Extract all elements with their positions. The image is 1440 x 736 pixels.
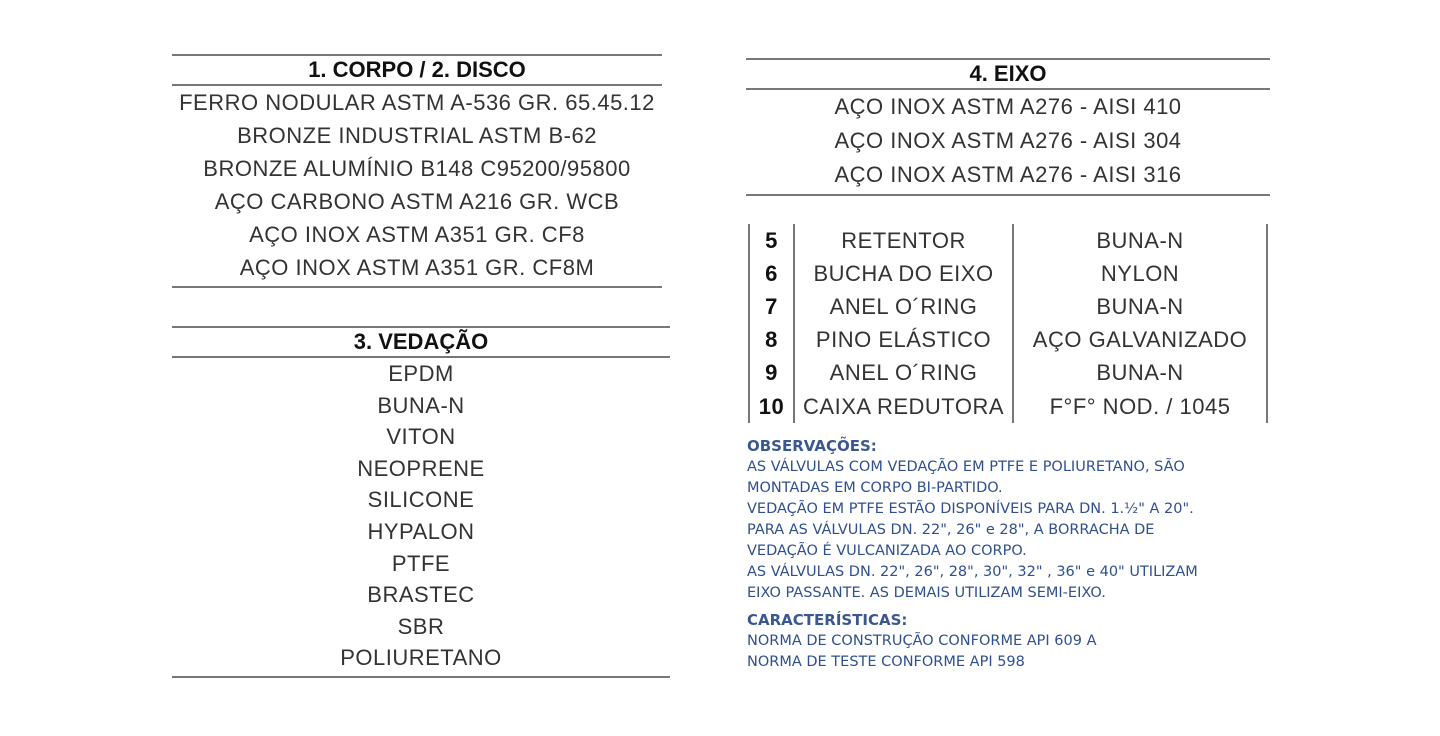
part-name: ANEL O´RING bbox=[794, 290, 1013, 323]
part-name: BUCHA DO EIXO bbox=[794, 257, 1013, 290]
part-name: RETENTOR bbox=[794, 224, 1013, 257]
corpo-disco-title: 1. CORPO / 2. DISCO bbox=[308, 57, 526, 82]
part-name: CAIXA REDUTORA bbox=[794, 390, 1013, 423]
vedacao-list bbox=[172, 358, 670, 674]
table-row bbox=[749, 290, 1267, 323]
part-name: PINO ELÁSTICO bbox=[794, 324, 1013, 357]
part-material: BUNA-N bbox=[1013, 224, 1267, 257]
observacoes-title: OBSERVAÇÕES: bbox=[747, 437, 877, 455]
table-row bbox=[749, 324, 1267, 357]
observacao-line: EIXO PASSANTE. AS DEMAIS UTILIZAM SEMI-EIXO. bbox=[747, 585, 1106, 601]
eixo-title: 4. EIXO bbox=[969, 61, 1047, 86]
eixo-list bbox=[746, 90, 1270, 192]
notes-section bbox=[747, 436, 1347, 673]
list-item: BRASTEC bbox=[367, 582, 475, 608]
corpo-disco-list bbox=[172, 86, 662, 284]
part-material: BUNA-N bbox=[1013, 357, 1267, 390]
part-number: 5 bbox=[749, 224, 794, 257]
vedacao-section bbox=[172, 326, 670, 678]
observacao-line: VEDAÇÃO É VULCANIZADA AO CORPO. bbox=[747, 543, 1027, 559]
list-item: PTFE bbox=[391, 550, 451, 576]
list-item: AÇO INOX ASTM A276 - AISI 316 bbox=[834, 162, 1182, 187]
table-row bbox=[749, 357, 1267, 390]
list-item: AÇO INOX ASTM A351 GR. CF8 bbox=[249, 222, 585, 247]
part-material: F°F° NOD. / 1045 bbox=[1013, 390, 1267, 423]
list-item: EPDM bbox=[388, 361, 454, 386]
table-row bbox=[749, 224, 1267, 257]
observacao-line: AS VÁLVULAS DN. 22", 26", 28", 30", 32" , 36" e 40" UTILIZAM bbox=[747, 564, 1198, 580]
list-item: AÇO INOX ASTM A351 GR. CF8M bbox=[239, 255, 595, 280]
observacao-line: MONTADAS EM CORPO BI-PARTIDO. bbox=[747, 480, 1003, 496]
observacao-line: PARA AS VÁLVULAS DN. 22", 26" e 28", A BORRACHA DE bbox=[747, 522, 1155, 538]
list-item: POLIURETANO bbox=[340, 645, 502, 671]
list-item: NEOPRENE bbox=[357, 455, 485, 481]
part-number: 8 bbox=[749, 324, 794, 357]
bottom-rule bbox=[746, 194, 1270, 196]
caracteristica-line: NORMA DE CONSTRUÇÃO CONFORME API 609 A bbox=[747, 633, 1097, 649]
bottom-rule bbox=[172, 286, 662, 288]
parts-table-section bbox=[748, 224, 1270, 423]
caracteristicas-title: CARACTERÍSTICAS: bbox=[747, 611, 908, 629]
part-name: ANEL O´RING bbox=[794, 357, 1013, 390]
list-item: AÇO INOX ASTM A276 - AISI 304 bbox=[834, 128, 1182, 153]
observacao-line: VEDAÇÃO EM PTFE ESTÃO DISPONÍVEIS PARA DN. 1.½" A 20". bbox=[747, 501, 1194, 517]
vedacao-title: 3. VEDAÇÃO bbox=[353, 329, 489, 354]
part-material: AÇO GALVANIZADO bbox=[1013, 324, 1267, 357]
table-row bbox=[749, 257, 1267, 290]
list-item: BUNA-N bbox=[377, 392, 465, 418]
observacao-line: AS VÁLVULAS COM VEDAÇÃO EM PTFE E POLIURETANO, SÃO bbox=[747, 459, 1185, 475]
part-number: 9 bbox=[749, 357, 794, 390]
list-item: FERRO NODULAR ASTM A-536 GR. 65.45.12 bbox=[179, 90, 655, 115]
list-item: SBR bbox=[397, 613, 445, 639]
part-material: BUNA-N bbox=[1013, 290, 1267, 323]
part-number: 10 bbox=[749, 390, 794, 423]
list-item: VITON bbox=[386, 424, 456, 450]
table-row bbox=[749, 390, 1267, 423]
eixo-section bbox=[746, 58, 1270, 196]
bottom-rule bbox=[172, 676, 670, 678]
part-material: NYLON bbox=[1013, 257, 1267, 290]
list-item: HYPALON bbox=[367, 518, 475, 544]
parts-table bbox=[748, 224, 1268, 423]
list-item: SILICONE bbox=[367, 487, 475, 513]
list-item: BRONZE INDUSTRIAL ASTM B-62 bbox=[237, 123, 597, 148]
part-number: 6 bbox=[749, 257, 794, 290]
list-item: AÇO INOX ASTM A276 - AISI 410 bbox=[834, 94, 1182, 119]
corpo-disco-section bbox=[172, 54, 662, 288]
part-number: 7 bbox=[749, 290, 794, 323]
caracteristica-line: NORMA DE TESTE CONFORME API 598 bbox=[747, 654, 1025, 670]
list-item: AÇO CARBONO ASTM A216 GR. WCB bbox=[214, 189, 620, 214]
list-item: BRONZE ALUMÍNIO B148 C95200/95800 bbox=[203, 156, 631, 181]
